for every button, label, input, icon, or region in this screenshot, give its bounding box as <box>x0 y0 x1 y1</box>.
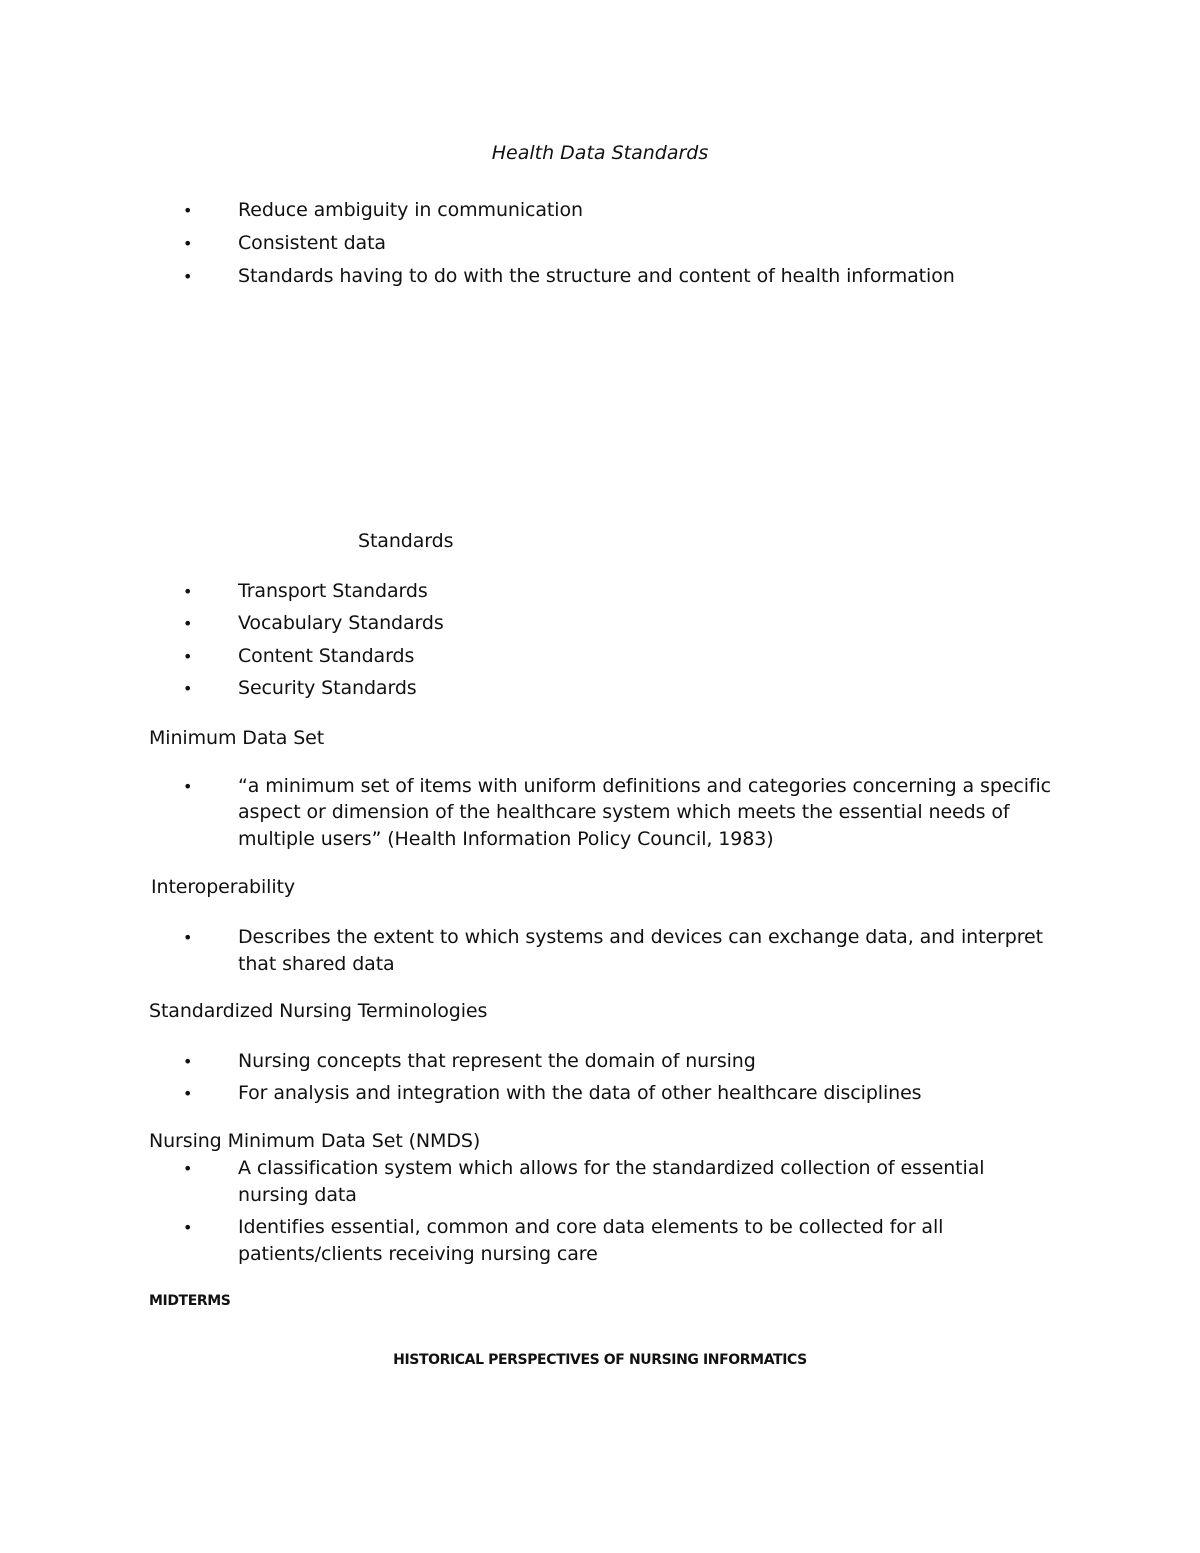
page-title: Health Data Standards <box>491 142 709 164</box>
list-item: Vocabulary Standards <box>238 612 444 634</box>
paragraph-line: aspect or dimension of the healthcare system which meets the essential needs of <box>238 801 1010 823</box>
paragraph-line: Identifies essential, common and core data elements to be collected for all <box>238 1216 944 1238</box>
section-heading: Interoperability <box>151 876 295 898</box>
list-item: For analysis and integration with the data of other healthcare disciplines <box>238 1082 922 1104</box>
list-item: Transport Standards <box>238 580 428 602</box>
bullet-icon: • <box>183 1218 193 1237</box>
paragraph-line: Describes the extent to which systems and devices can exchange data, and interpret <box>238 926 1043 948</box>
list-item: Standards having to do with the structure and content of health information <box>238 265 955 287</box>
bullet-icon: • <box>183 234 193 253</box>
section-title: HISTORICAL PERSPECTIVES OF NURSING INFORMATICS <box>393 1352 807 1368</box>
section-heading: Standardized Nursing Terminologies <box>149 1000 488 1022</box>
bullet-icon: • <box>183 582 193 601</box>
paragraph-line: multiple users” (Health Information Policy Council, 1983) <box>238 828 774 850</box>
list-item: Security Standards <box>238 677 417 699</box>
list-item: Reduce ambiguity in communication <box>238 199 583 221</box>
paragraph-line: A classification system which allows for the standardized collection of essential <box>238 1157 985 1179</box>
bullet-icon: • <box>183 267 193 286</box>
list-item: Content Standards <box>238 645 415 667</box>
bullet-icon: • <box>183 1052 193 1071</box>
section-heading: Nursing Minimum Data Set (NMDS) <box>149 1130 481 1152</box>
paragraph-line: patients/clients receiving nursing care <box>238 1243 598 1265</box>
bullet-icon: • <box>183 614 193 633</box>
midterms-label: MIDTERMS <box>149 1293 231 1309</box>
bullet-icon: • <box>183 1159 193 1178</box>
bullet-icon: • <box>183 928 193 947</box>
paragraph-line: nursing data <box>238 1184 357 1206</box>
bullet-icon: • <box>183 201 193 220</box>
list-item: Nursing concepts that represent the domain of nursing <box>238 1050 756 1072</box>
bullet-icon: • <box>183 777 193 796</box>
section-heading: Minimum Data Set <box>149 727 325 749</box>
paragraph-line: that shared data <box>238 953 395 975</box>
list-item: Consistent data <box>238 232 386 254</box>
paragraph-line: “a minimum set of items with uniform definitions and categories concerning a specific <box>238 775 1052 797</box>
bullet-icon: • <box>183 679 193 698</box>
bullet-icon: • <box>183 1084 193 1103</box>
section-heading: Standards <box>358 530 454 552</box>
bullet-icon: • <box>183 647 193 666</box>
